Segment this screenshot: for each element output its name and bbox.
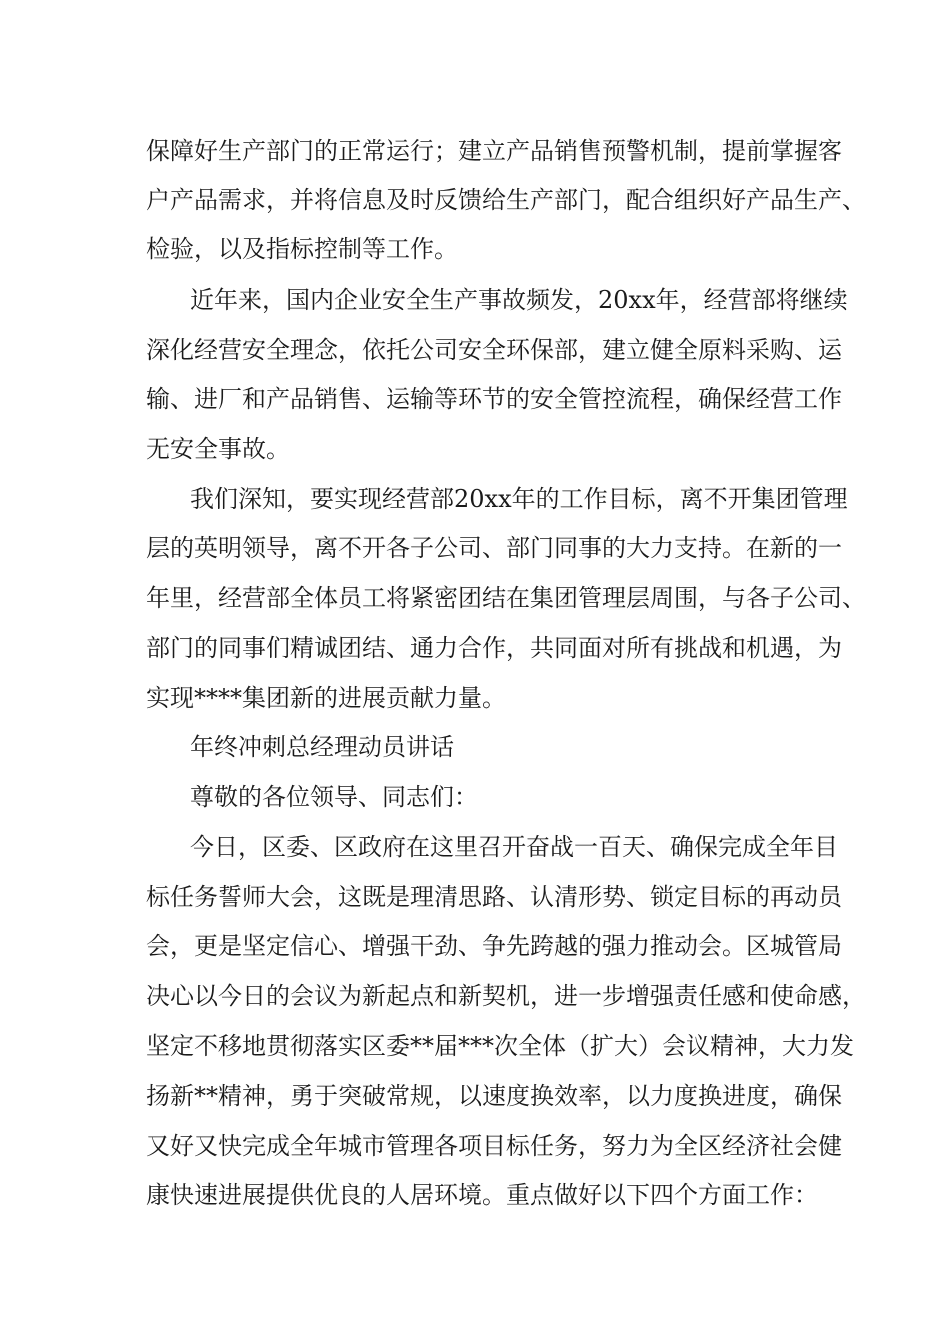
text-line: 检验，以及指标控制等工作。	[146, 235, 458, 263]
text-line: 年里，经营部全体员工将紧密团结在集团管理层周围，与各子公司、	[146, 584, 866, 612]
text-line: 会，更是坚定信心、增强干劲、争先跨越的强力推动会。区城管局	[146, 932, 842, 960]
text-line: 今日，区委、区政府在这里召开奋战一百天、确保完成全年目	[190, 833, 838, 861]
text-line: 标任务誓师大会，这既是理清思路、认清形势、锁定目标的再动员	[146, 883, 842, 911]
text-line: 保障好生产部门的正常运行；建立产品销售预警机制，提前掌握客	[146, 137, 842, 165]
text-line: 又好又快完成全年城市管理各项目标任务，努力为全区经济社会健	[146, 1132, 842, 1160]
text-line: 深化经营安全理念，依托公司安全环保部，建立健全原料采购、运	[146, 336, 842, 364]
text-line: 实现****集团新的进展贡献力量。	[146, 684, 506, 712]
text-line: 户产品需求，并将信息及时反馈给生产部门，配合组织好产品生产、	[146, 186, 866, 214]
text-line: 无安全事故。	[146, 435, 290, 463]
text-line: 我们深知，要实现经营部20xx年的工作目标，离不开集团管理	[190, 485, 848, 513]
text-line: 扬新**精神，勇于突破常规，以速度换效率，以力度换进度，确保	[146, 1082, 842, 1110]
speech-title: 年终冲刺总经理动员讲话	[190, 733, 454, 761]
text-line: 输、进厂和产品销售、运输等环节的安全管控流程，确保经营工作	[146, 385, 842, 413]
text-line: 决心以今日的会议为新起点和新契机，进一步增强责任感和使命感，	[146, 982, 866, 1010]
text-line: 部门的同事们精诚团结、通力合作，共同面对所有挑战和机遇，为	[146, 634, 842, 662]
text-line: 康快速进展提供优良的人居环境。重点做好以下四个方面工作：	[146, 1181, 818, 1209]
text-line: 层的英明领导，离不开各子公司、部门同事的大力支持。在新的一	[146, 534, 842, 562]
text-line: 近年来，国内企业安全生产事故频发，20xx年，经营部将继续	[190, 286, 848, 314]
text-line: 坚定不移地贯彻落实区委**届***次全体（扩大）会议精神，大力发	[146, 1032, 854, 1060]
salutation: 尊敬的各位领导、同志们：	[190, 783, 478, 811]
